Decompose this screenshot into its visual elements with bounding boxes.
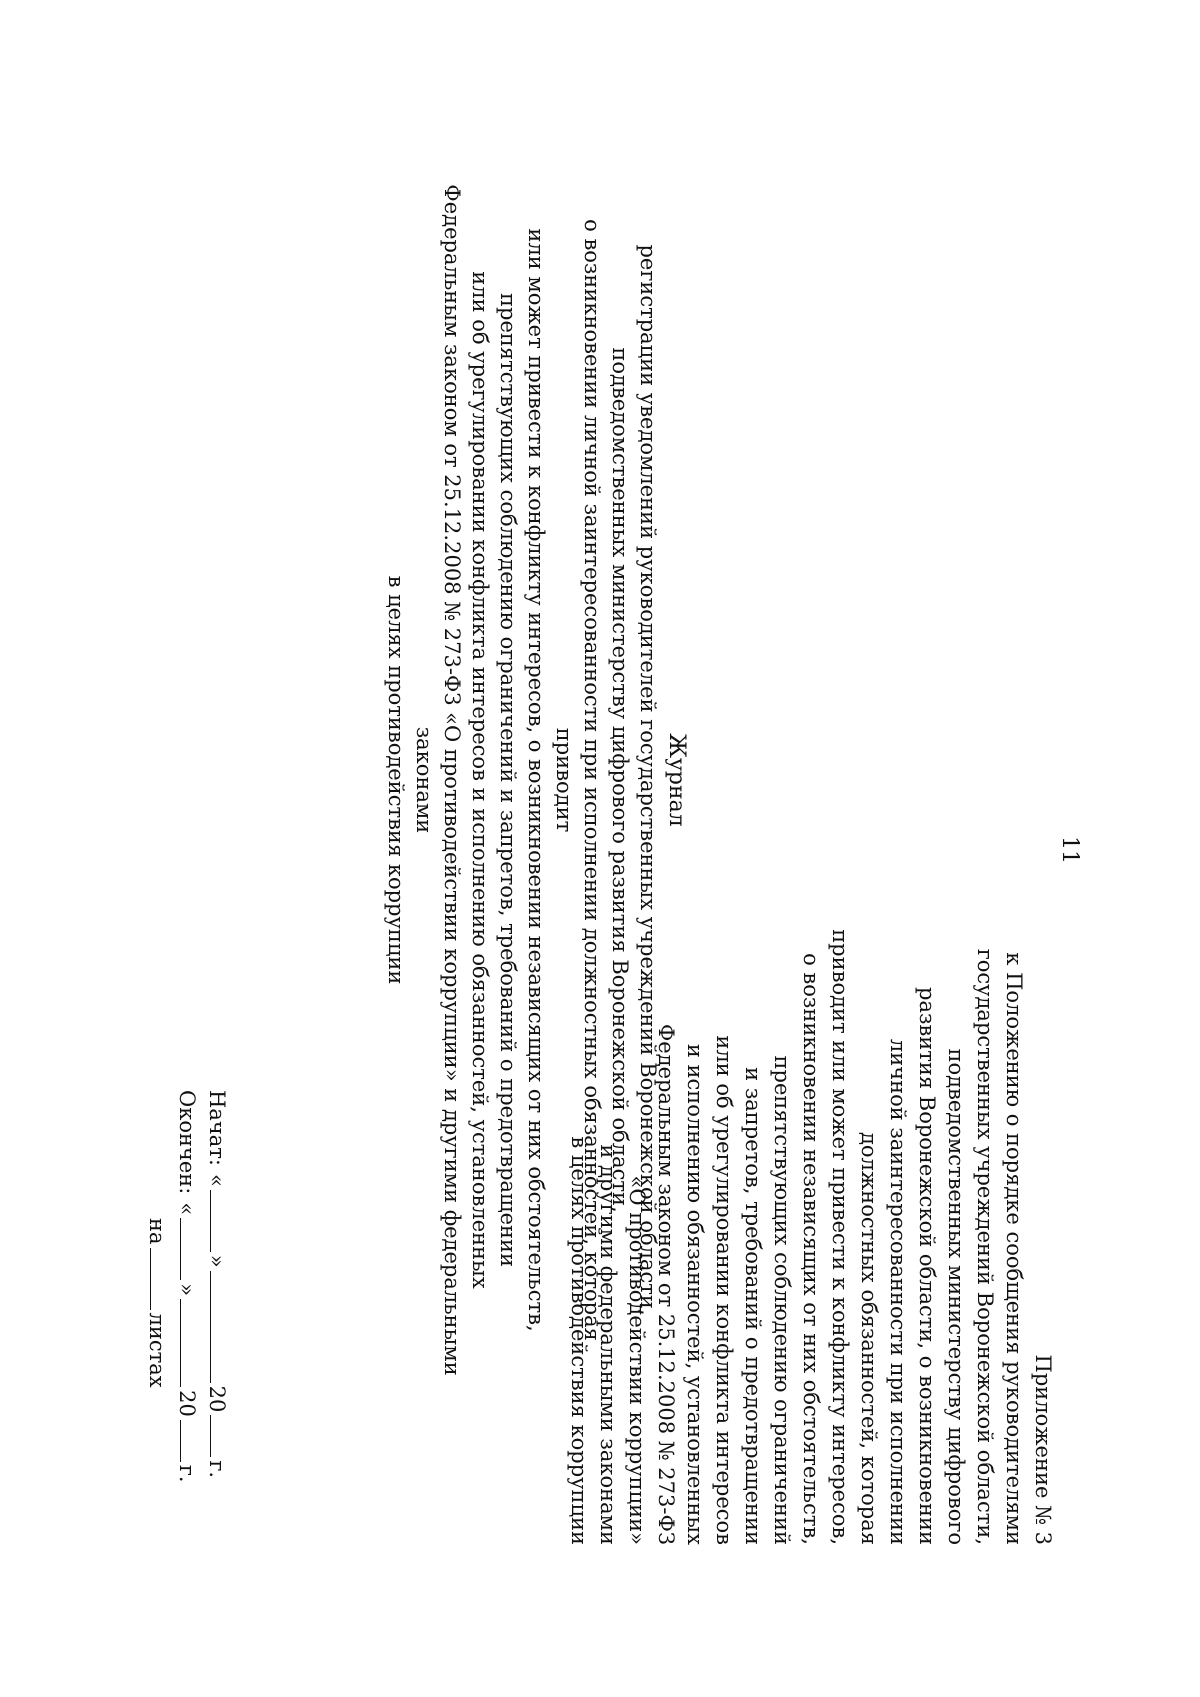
started-year-blank xyxy=(210,1415,231,1457)
journal-line: или может привести к конфликту интересов, о возникновении независящих от них обстоятельств, xyxy=(524,228,548,1332)
finished-year-blank xyxy=(180,1420,201,1462)
journal-line: о возникновении личной заинтересованности при исполнении должностных обязанностей, которая приводит xyxy=(552,219,604,1341)
finished-label: Окончен: xyxy=(175,1090,199,1195)
appendix-line: и запретов, требований о предотвращении xyxy=(741,1067,765,1545)
page-number: 11 xyxy=(1057,836,1082,864)
appendix-line: о возникновении независящих от них обстоятельств, xyxy=(799,953,823,1545)
journal-heading xyxy=(382,170,690,1390)
appendix-line: развития Воронежской области, о возникновении xyxy=(915,987,939,1545)
close-quote: » xyxy=(175,1283,199,1297)
appendix-line: приводит или может привести к конфликту интересов, xyxy=(828,929,852,1545)
started-year-prefix: 20 xyxy=(205,1385,229,1413)
appendix-line: в целях противодействия коррупции xyxy=(567,1136,591,1545)
finished-year-suffix: г. xyxy=(175,1464,199,1483)
open-quote: « xyxy=(175,1202,199,1216)
started-row xyxy=(202,1090,232,1570)
started-label: Начат: xyxy=(205,1090,229,1166)
appendix-line: препятствующих соблюдению ограничений xyxy=(770,1055,794,1545)
journal-line: подведомственных министерству цифрового развития Воронежской области, xyxy=(608,347,632,1213)
finished-day-blank xyxy=(180,1218,201,1280)
appendix-line: «О противодействии коррупции» xyxy=(625,1175,649,1545)
appendix-line: и другими федеральными законами xyxy=(596,1144,620,1545)
appendix-line: Приложение № 3 xyxy=(1031,1354,1055,1545)
appendix-line: должностных обязанностей, которая xyxy=(857,1131,881,1545)
finished-row xyxy=(172,1090,202,1570)
open-quote: « xyxy=(205,1173,229,1187)
journal-dates-block xyxy=(142,1090,232,1570)
journal-line: в целях противодействия коррупции xyxy=(384,575,408,985)
journal-line: регистрации уведомлений руководителей государственных учреждений Воронежской области, xyxy=(636,244,660,1316)
sheets-row xyxy=(142,1090,172,1570)
appendix-line: личной заинтересованности при исполнении xyxy=(886,1038,910,1545)
appendix-line: или об урегулировании конфликта интересов xyxy=(712,1035,736,1545)
sheets-prefix: на xyxy=(145,1218,169,1245)
started-month-blank xyxy=(210,1271,231,1383)
journal-line: Федеральным законом от 25.12.2008 № 273-ФЗ «О противодействии коррупции» и другими федеральными законами xyxy=(412,184,464,1376)
finished-month-blank xyxy=(180,1299,201,1387)
journal-title: Журнал xyxy=(664,733,689,827)
journal-line: препятствующих соблюдению ограничений и запретов, требований о предотвращении xyxy=(496,293,520,1267)
close-quote: » xyxy=(205,1254,229,1268)
sheets-suffix: листах xyxy=(145,1312,169,1388)
journal-line: или об урегулировании конфликта интересов и исполнению обязанностей, установленных xyxy=(468,271,492,1289)
sheets-count-blank xyxy=(150,1248,171,1310)
finished-year-prefix: 20 xyxy=(175,1390,199,1417)
appendix-line: подведомственных министерству цифрового xyxy=(944,1048,968,1545)
started-day-blank xyxy=(210,1190,231,1252)
started-year-suffix: г. xyxy=(205,1460,229,1479)
appendix-line: государственных учреждений Воронежской области, xyxy=(973,948,997,1545)
appendix-line: Федеральным законом от 25.12.2008 № 273-ФЗ xyxy=(654,1023,678,1545)
appendix-line: к Положению о порядке сообщения руководителями xyxy=(1002,952,1026,1545)
appendix-line: и исполнению обязанностей, установленных xyxy=(683,1043,707,1545)
